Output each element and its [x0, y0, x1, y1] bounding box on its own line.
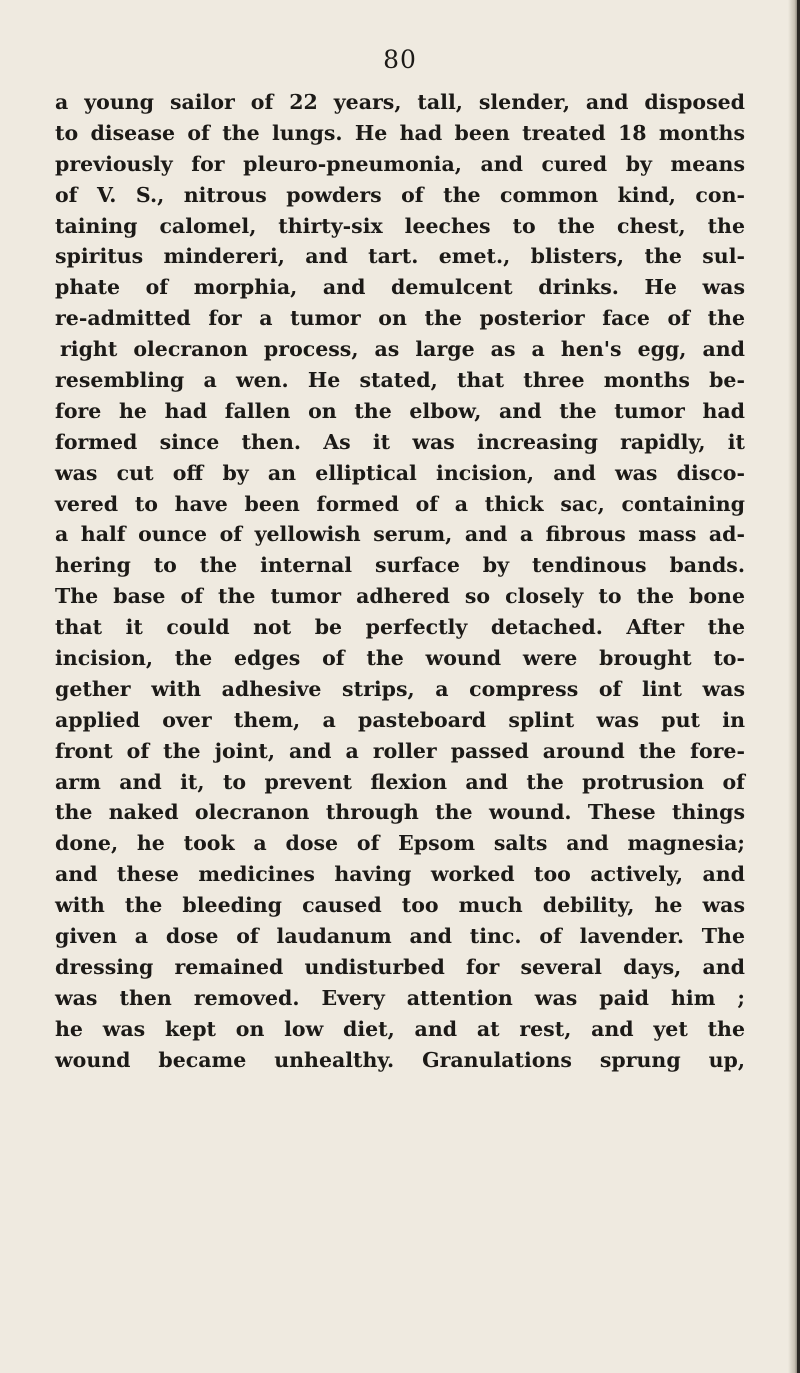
text-line: that it could not be perfectly detached. After the — [55, 615, 745, 640]
text-line: done, he took a dose of Epsom salts and magnesia; — [55, 831, 745, 856]
body-text — [55, 87, 745, 1076]
text-line: formed since then. As it was increasing rapidly, it — [55, 429, 745, 454]
text-line: front of the joint, and a roller passed around the fore- — [55, 738, 745, 763]
text-line: resembling a wen. He stated, that three months be- — [55, 368, 745, 393]
text-line: to disease of the lungs. He had been treated 18 months — [55, 120, 745, 145]
text-line: with the bleeding caused too much debility, he was — [55, 893, 745, 918]
text-line: re-admitted for a tumor on the posterior face of the — [55, 306, 745, 331]
text-line: a young sailor of 22 years, tall, slender, and disposed — [55, 90, 745, 114]
text-line: the naked olecranon through the wound. These things — [55, 800, 745, 825]
text-line: previously for pleuro-pneumonia, and cured by means — [55, 151, 745, 176]
text-line: wound became unhealthy. Granulations sprung up, — [55, 1047, 745, 1072]
text-line: vered to have been formed of a thick sac, containing — [55, 491, 745, 516]
text-line: gether with adhesive strips, a compress of lint was — [55, 676, 745, 701]
text-line: dressing remained undisturbed for several days, and — [55, 954, 745, 979]
text-line: The base of the tumor adhered so closely to the bone — [55, 584, 745, 609]
text-line: and these medicines having worked too actively, and — [55, 862, 745, 887]
text-line: a half ounce of yellowish serum, and a fibrous mass ad- — [55, 522, 745, 547]
page-number: 80 — [383, 45, 417, 74]
text-line: arm and it, to prevent flexion and the protrusion of — [55, 769, 745, 794]
text-line: hering to the internal surface by tendinous bands. — [55, 553, 745, 578]
text-line: he was kept on low diet, and at rest, and yet the — [55, 1016, 745, 1041]
text-line: incision, the edges of the wound were brought to- — [55, 646, 745, 671]
text-line: phate of morphia, and demulcent drinks. He was — [55, 275, 745, 300]
text-line: fore he had fallen on the elbow, and the tumor had — [55, 398, 745, 423]
text-line: given a dose of laudanum and tinc. of lavender. The — [55, 924, 745, 949]
text-line: right olecranon process, as large as a hen's egg, and — [60, 337, 745, 362]
text-line: taining calomel, thirty-six leeches to the chest, the — [55, 213, 745, 238]
text-line: spiritus mindereri, and tart. emet., blisters, the sul- — [55, 244, 745, 269]
text-line: was then removed. Every attention was paid him ; — [55, 985, 745, 1010]
text-line: was cut off by an elliptical incision, and was disco- — [55, 460, 745, 485]
text-line: applied over them, a pasteboard splint was put in — [55, 707, 745, 732]
text-line: of V. S., nitrous powders of the common kind, con- — [55, 182, 745, 207]
